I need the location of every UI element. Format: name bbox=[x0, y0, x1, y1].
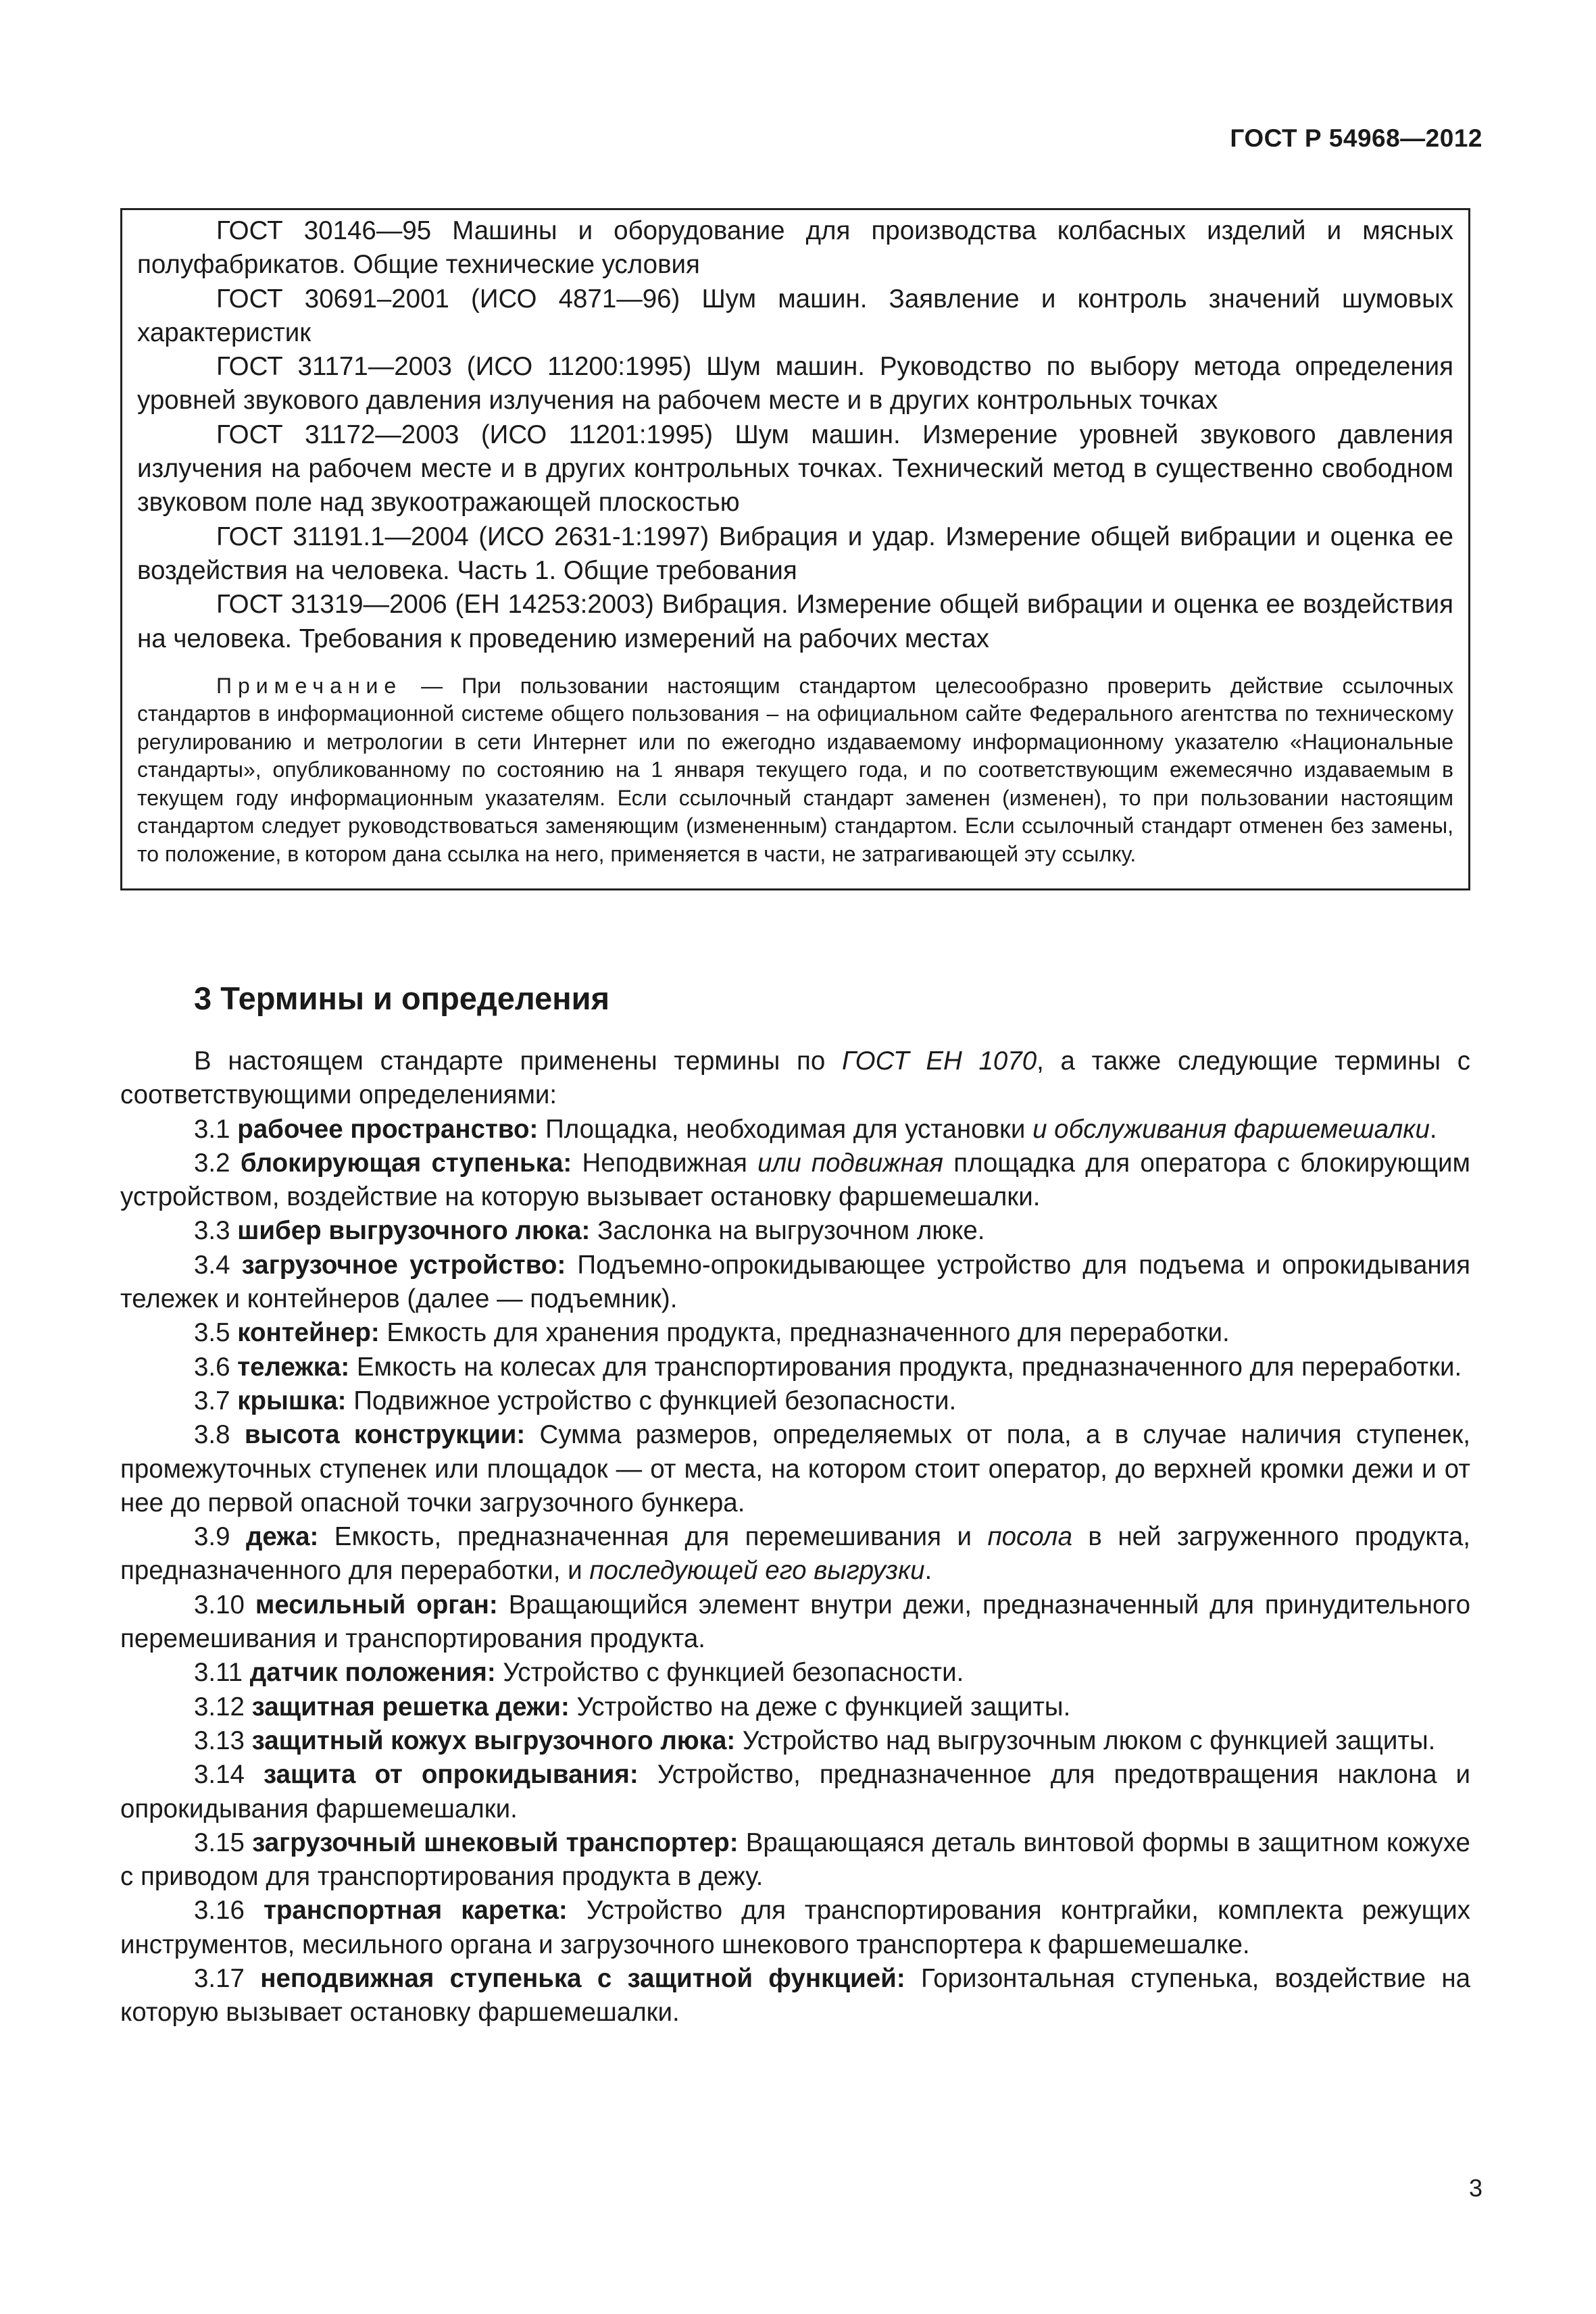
reference-note bbox=[137, 672, 1453, 869]
reference-item: ГОСТ 31191.1—2004 (ИСО 2631-1:1997) Вибрация и удар. Измерение общей вибрации и оценка ее воздействия на человека. Часть 1. Общие требования bbox=[137, 522, 1453, 585]
reference-item: ГОСТ 31171—2003 (ИСО 11200:1995) Шум машин. Руководство по выбору метода определения уровней звукового давления излучения на рабочем месте и в других контрольных точках bbox=[137, 352, 1453, 416]
term-entry: 3.14 защита от опрокидывания: Устройство, предназначенное для предотвращения наклона и опрокидывания фаршемешалки. bbox=[120, 1760, 1471, 1823]
term-entry: 3.16 транспортная каретка: Устройство для транспортирования контргайки, комплекта режущих инструментов, месильного органа и загрузочного шнекового транспортера к фаршемешалке. bbox=[120, 1896, 1470, 1959]
term-entry: 3.6 тележка: Емкость на колесах для транспортирования продукта, предназначенного для переработки. bbox=[194, 1352, 1462, 1382]
term-entry: 3.1 рабочее пространство: Площадка, необходимая для установки и обслуживания фаршемешалки. bbox=[194, 1114, 1437, 1144]
reference-item: ГОСТ 31319—2006 (ЕН 14253:2003) Вибрация. Измерение общей вибрации и оценка ее воздействия на человека. Требования к проведению измерений на рабочих местах bbox=[137, 590, 1453, 653]
term-entry: 3.17 неподвижная ступенька с защитной функцией: Горизонтальная ступенька, воздействие на которую вызывает остановку фаршемешалки. bbox=[120, 1964, 1471, 2028]
reference-link-text: ГОСТ ЕН 1070 bbox=[841, 1047, 1037, 1076]
reference-item: ГОСТ 31172—2003 (ИСО 11201:1995) Шум машин. Измерение уровней звукового давления излучения на рабочем месте и в других контрольных точках. Технический метод в существенно свободном звуковом поле над звукоотражающей плоскостью bbox=[137, 420, 1453, 518]
term-name: дежа: bbox=[245, 1522, 319, 1552]
term-entry: 3.5 контейнер: Емкость для хранения продукта, предназначенного для переработки. bbox=[194, 1318, 1230, 1348]
term-entry: 3.13 защитный кожух выгрузочного люка: Устройство над выгрузочным люком с функцией защиты. bbox=[194, 1726, 1436, 1755]
term-name: загрузочное устройство: bbox=[241, 1250, 566, 1280]
term-name: защита от опрокидывания: bbox=[263, 1760, 639, 1790]
term-name: месильный орган: bbox=[255, 1590, 498, 1619]
term-name: неподвижная ступенька с защитной функцией: bbox=[260, 1964, 905, 1994]
section-title: 3 Термины и определения bbox=[194, 980, 609, 1016]
term-name: шибер выгрузочного люка: bbox=[237, 1216, 591, 1246]
term-name: датчик положения: bbox=[249, 1658, 496, 1688]
term-entry: 3.8 высота конструкции: Сумма размеров, определяемых от пола, а в случае наличия ступенек, промежуточных ступенек или площадок — от места, на котором стоит оператор, до верхней кромки дежи и от нее до первой опасной точки загрузочного бункера. bbox=[120, 1420, 1470, 1517]
term-entry: 3.3 шибер выгрузочного люка: Заслонка на выгрузочном люке. bbox=[194, 1216, 985, 1246]
term-name: рабочее пространство: bbox=[237, 1114, 539, 1144]
term-entry: 3.15 загрузочный шнековый транспортер: Вращающаяся деталь винтовой формы в защитном кожухе с приводом для транспортирования продукта в дежу. bbox=[120, 1828, 1470, 1892]
reference-item: ГОСТ 30146—95 Машины и оборудование для производства колбасных изделий и мясных полуфабрикатов. Общие технические условия bbox=[137, 216, 1453, 280]
term-entry: 3.7 крышка: Подвижное устройство с функцией безопасности. bbox=[194, 1386, 957, 1415]
section-intro: В настоящем стандарте применены термины по ГОСТ ЕН 1070, а также следующие термины с соответствующими определениями: bbox=[120, 1047, 1470, 1110]
note-text: — При пользовании настоящим стандартом целесообразно проверить действие ссылочных стандартов в информационной системе общего пользования – на официальном сайте Федерального агентства по техническому регулированию и метрологии в сети Интернет или по ежегодно издаваемому информационному указателю «Национальные стандарты», опубликованному по состоянию на 1 января текущего года, и по соответствующим ежемесячно издаваемым в текущем году информационным указателям. Если ссылочный стандарт заменен (изменен), то при пользовании настоящим стандартом следует руководствоваться заменяющим (измененным) стандартом. Если ссылочный стандарт отменен без замены, то положение, в котором дана ссылка на него, применяется в части, не затрагивающей эту ссылку. bbox=[137, 673, 1454, 866]
term-entry: 3.10 месильный орган: Вращающийся элемент внутри дежи, предназначенный для принудительного перемешивания и транспортирования продукта. bbox=[120, 1590, 1470, 1654]
terms-section bbox=[120, 980, 1470, 2030]
note-label: Примечание bbox=[216, 673, 403, 698]
term-name: защитная решетка дежи: bbox=[251, 1692, 570, 1721]
page-number: 3 bbox=[1468, 2174, 1482, 2202]
term-name: высота конструкции: bbox=[244, 1420, 526, 1450]
term-entry: 3.4 загрузочное устройство: Подъемно-опрокидывающее устройство для подъема и опрокидывания тележек и контейнеров (далее — подъемник). bbox=[120, 1250, 1470, 1314]
normative-references-box bbox=[120, 208, 1470, 890]
term-entry: 3.2 блокирующая ступенька: Неподвижная или подвижная площадка для оператора с блокирующим устройством, воздействие на которую вызывает остановку фаршемешалки. bbox=[120, 1148, 1470, 1212]
term-name: транспортная каретка: bbox=[263, 1896, 568, 1926]
document-header: ГОСТ Р 54968—2012 bbox=[1230, 124, 1482, 152]
term-entry: 3.9 дежа: Емкость, предназначенная для перемешивания и посола в ней загруженного продукта, предназначенного для переработки, и последующей его выгрузки. bbox=[120, 1522, 1470, 1586]
term-name: блокирующая ступенька: bbox=[240, 1148, 572, 1178]
term-entry: 3.11 датчик положения: Устройство с функцией безопасности. bbox=[194, 1658, 964, 1688]
term-name: защитный кожух выгрузочного люка: bbox=[251, 1726, 736, 1755]
term-name: тележка: bbox=[237, 1352, 350, 1382]
term-name: контейнер: bbox=[237, 1318, 380, 1348]
reference-item: ГОСТ 30691–2001 (ИСО 4871—96) Шум машин. Заявление и контроль значений шумовых характеристик bbox=[137, 284, 1453, 347]
term-entry: 3.12 защитная решетка дежи: Устройство на деже с функцией защиты. bbox=[194, 1692, 1071, 1721]
term-name: крышка: bbox=[237, 1386, 347, 1415]
term-name: загрузочный шнековый транспортер: bbox=[252, 1828, 739, 1857]
